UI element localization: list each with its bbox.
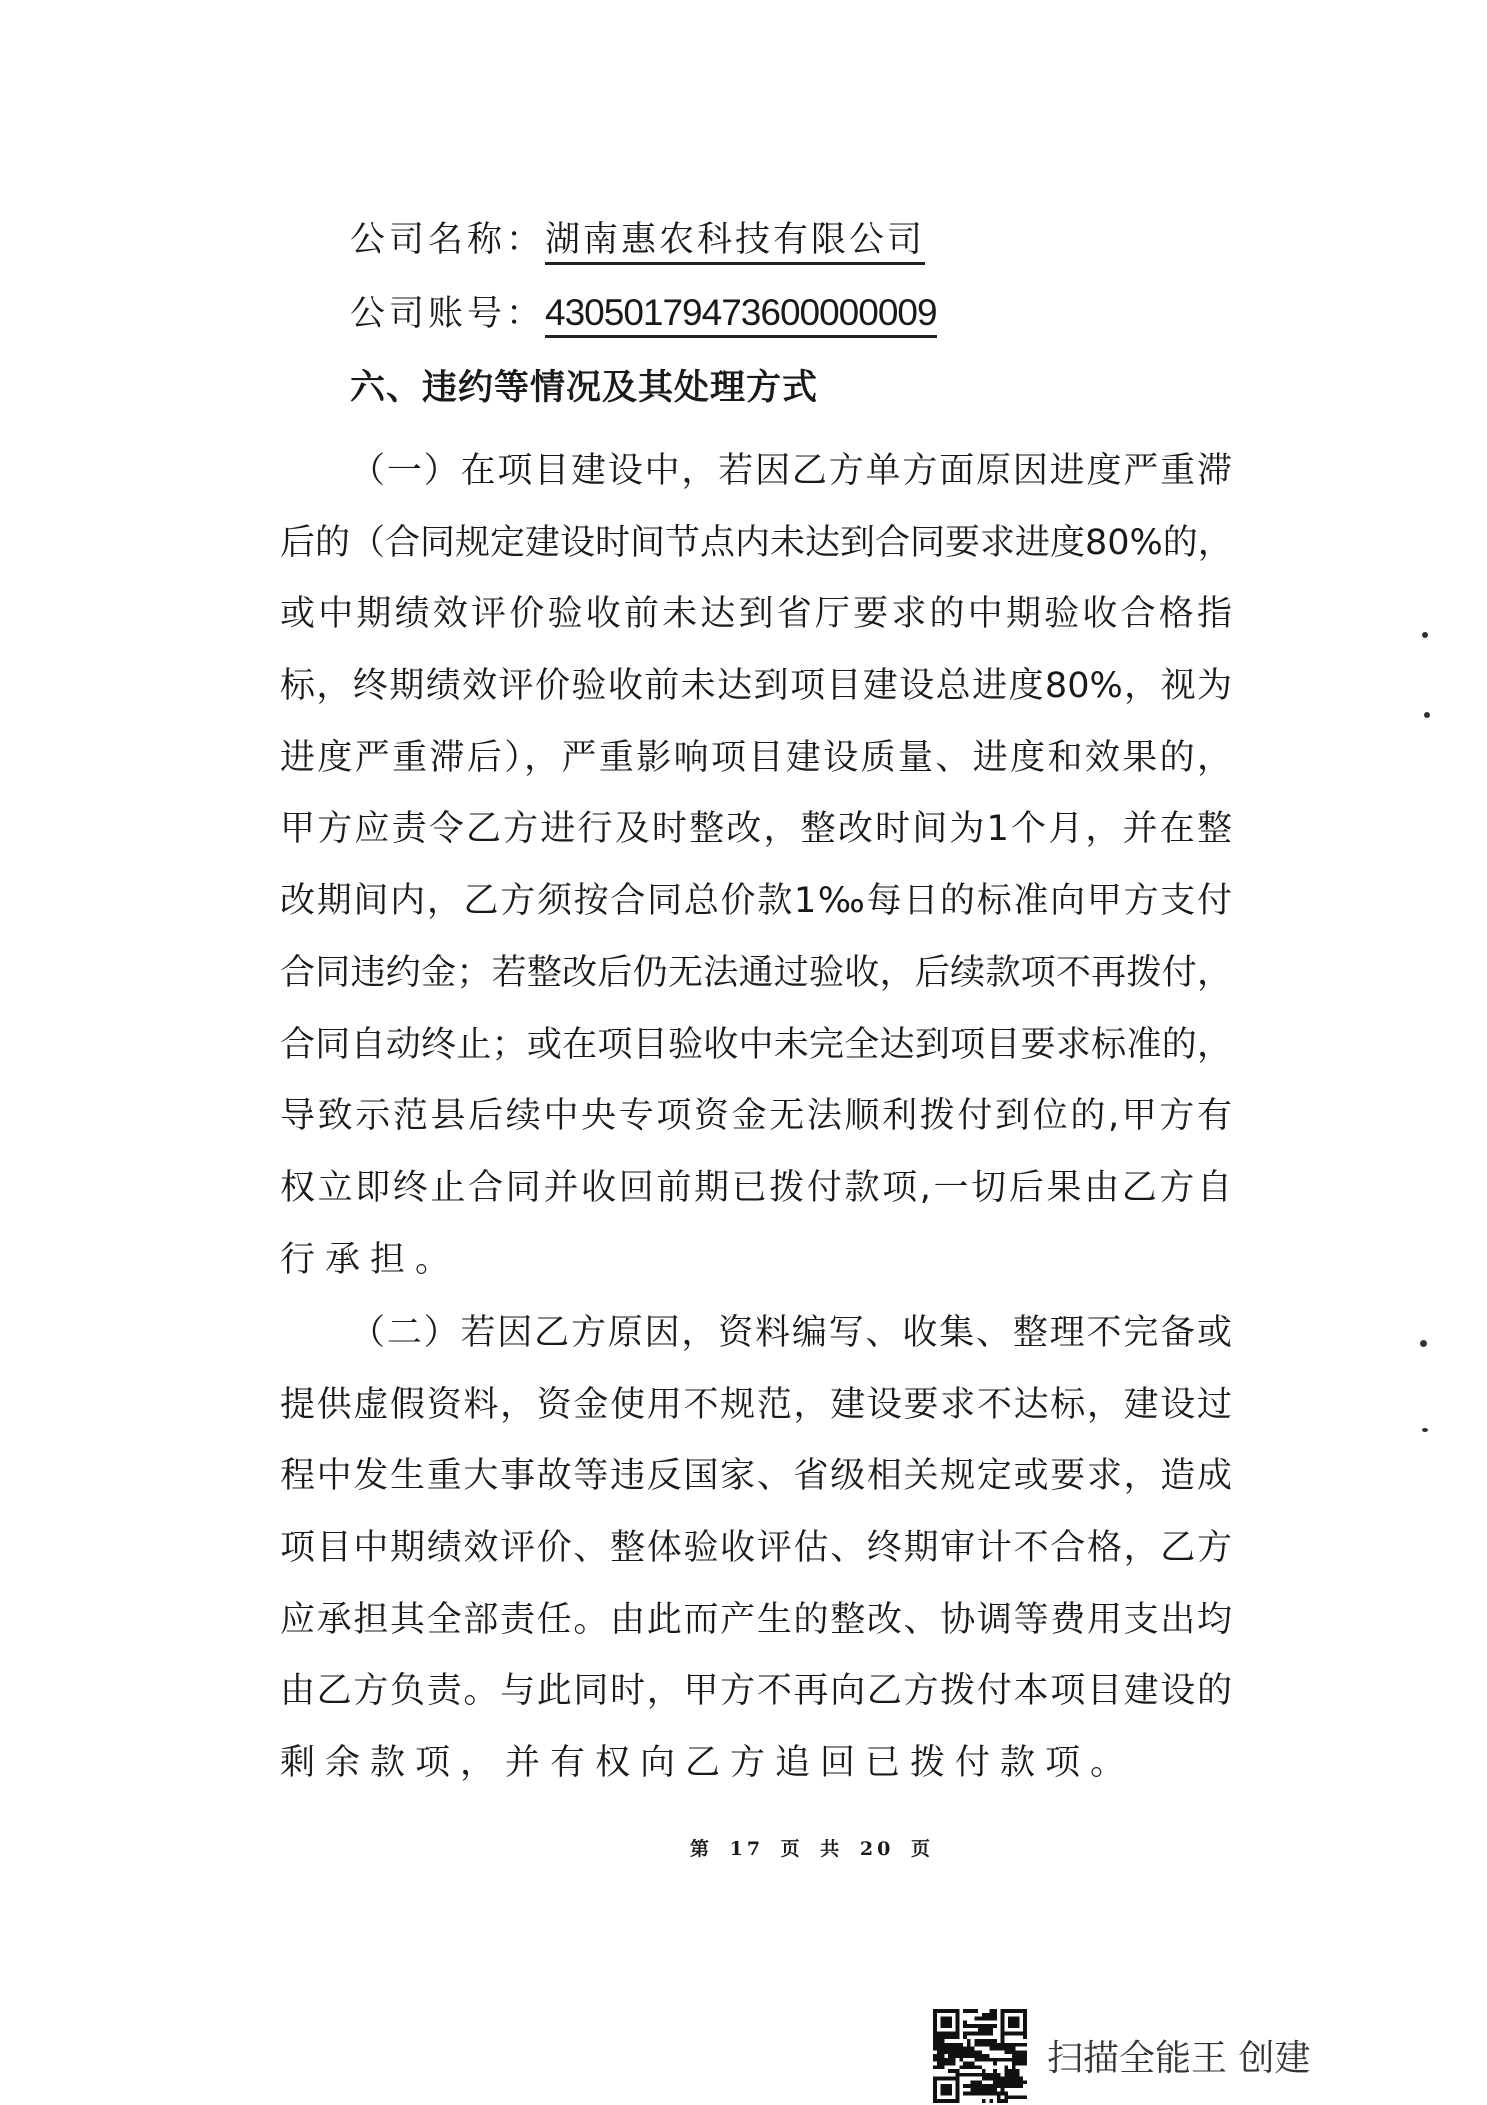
paragraph-line: 标，终期绩效评价验收前未达到项目建设总进度80%，视为: [280, 666, 1232, 707]
scan-speck: [1424, 712, 1430, 718]
paragraph-line: 程中发生重大事故等违反国家、省级相关规定或要求，造成: [280, 1456, 1232, 1497]
company-account-label: 公司账号：: [350, 294, 546, 334]
company-account-field: [350, 286, 937, 336]
scan-speck: [1422, 1428, 1428, 1432]
paragraph-line: 甲方应责令乙方进行及时整改，整改时间为1个月，并在整: [280, 809, 1232, 850]
paragraph-line: 提供虚假资料，资金使用不规范，建设要求不达标，建设过: [280, 1384, 1232, 1425]
paragraph-line: 剩余款项，并有权向乙方追回已拨付款项。: [280, 1743, 1136, 1784]
paragraph-line: 导致示范县后续中央专项资金无法顺利拨付到位的,甲方有: [280, 1096, 1232, 1137]
section-heading: 六、违约等情况及其处理方式: [350, 368, 819, 408]
scan-speck: [1422, 632, 1428, 638]
page-number: 第 17 页 共 20 页: [690, 1838, 934, 1860]
company-name-value: 湖南惠农科技有限公司: [545, 220, 925, 265]
paragraph-2: [280, 1308, 1232, 1810]
paragraph-line: （二）若因乙方原因，资料编写、收集、整理不完备或: [350, 1313, 1232, 1353]
paragraph-line: 权立即终止合同并收回前期已拨付款项,一切后果由乙方自: [280, 1167, 1232, 1208]
company-account-value: 43050179473600000009: [545, 292, 937, 338]
paragraph-line: 合同自动终止；或在项目验收中未完全达到项目要求标准的，: [280, 1024, 1232, 1065]
company-name-label: 公司名称：: [350, 220, 546, 260]
paragraph-line: 项目中期绩效评价、整体验收评估、终期审计不合格，乙方: [280, 1528, 1232, 1569]
scan-speck: [1420, 1340, 1427, 1347]
paragraph-line: 行承担。: [280, 1239, 461, 1280]
scanner-watermark: 扫描全能王 创建: [1047, 2038, 1311, 2079]
qr-code-icon: [933, 2009, 1027, 2103]
paragraph-line: 或中期绩效评价验收前未达到省厅要求的中期验收合格指: [280, 594, 1232, 635]
paragraph-1: [280, 446, 1232, 1306]
company-name-field: [350, 212, 925, 262]
paragraph-line: 合同违约金；若整改后仍无法通过验收，后续款项不再拨付，: [280, 952, 1232, 993]
paragraph-line: 由乙方负责。与此同时，甲方不再向乙方拨付本项目建设的: [280, 1671, 1232, 1712]
paragraph-line: 改期间内，乙方须按合同总价款1‰每日的标准向甲方支付: [280, 881, 1232, 922]
paragraph-line: （一）在项目建设中，若因乙方单方面原因进度严重滞: [350, 451, 1232, 491]
paragraph-line: 进度严重滞后），严重影响项目建设质量、进度和效果的，: [280, 737, 1232, 778]
paragraph-line: 应承担其全部责任。由此而产生的整改、协调等费用支出均: [280, 1599, 1232, 1640]
paragraph-line: 后的（合同规定建设时间节点内未达到合同要求进度80%的，: [280, 522, 1233, 563]
